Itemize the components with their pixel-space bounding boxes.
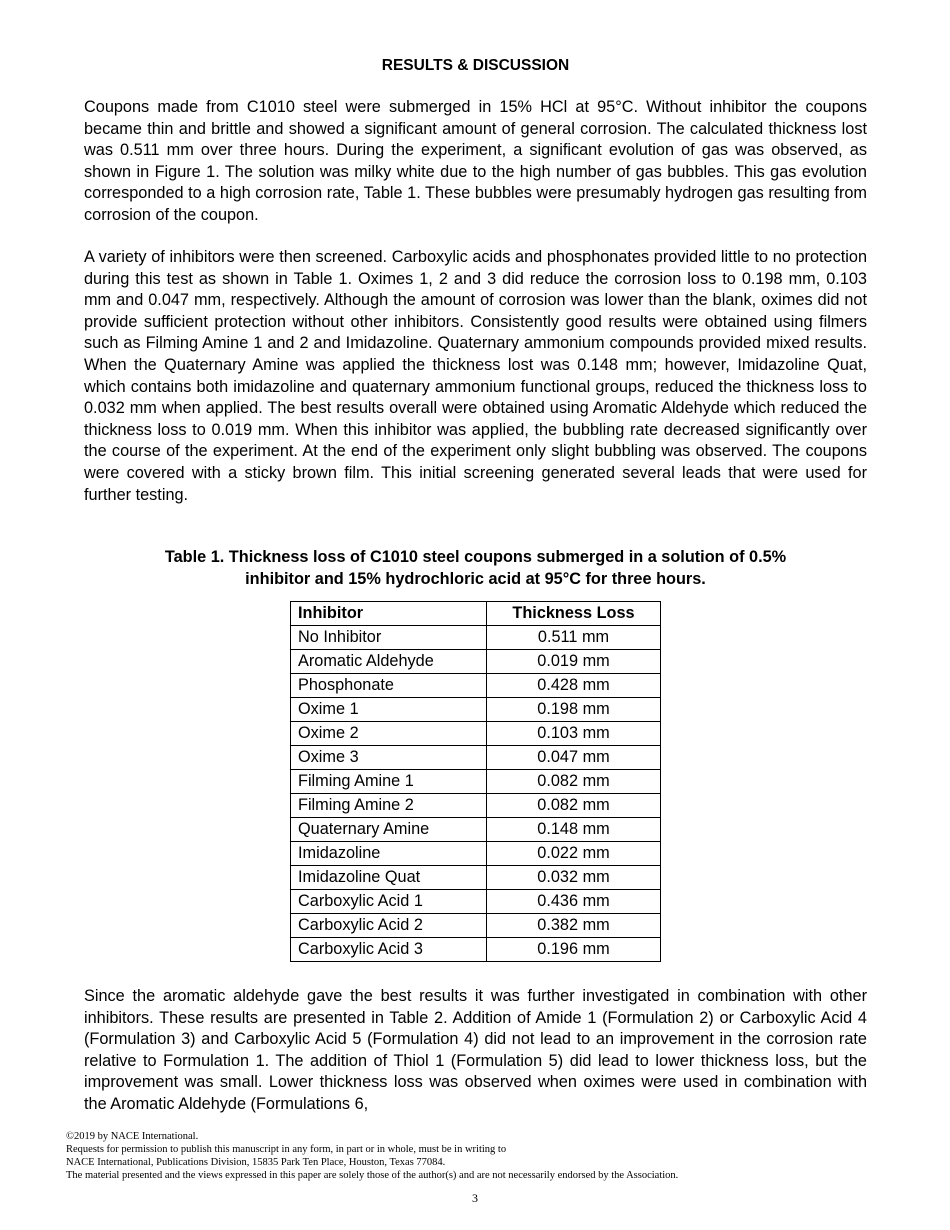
cell-inhibitor: No Inhibitor <box>291 626 487 650</box>
cell-inhibitor: Oxime 2 <box>291 722 487 746</box>
page-number: 3 <box>472 1191 478 1205</box>
cell-thickness-loss: 0.082 mm <box>487 794 661 818</box>
table-body <box>291 626 661 962</box>
table-row <box>291 746 661 770</box>
cell-inhibitor: Imidazoline <box>291 842 487 866</box>
footer-line-4: The material presented and the views expressed in this paper are solely those of the author(s) and are not necessarily endorsed by the Association. <box>66 1170 679 1181</box>
cell-inhibitor: Filming Amine 1 <box>291 770 487 794</box>
header-thickness-loss: Thickness Loss <box>487 602 661 626</box>
cell-thickness-loss: 0.196 mm <box>487 938 661 962</box>
cell-thickness-loss: 0.428 mm <box>487 674 661 698</box>
table-row <box>291 626 661 650</box>
table-row <box>291 698 661 722</box>
paragraph-2: A variety of inhibitors were then screened. Carboxylic acids and phosphonates provided little to no protection during this test as shown in Table 1. Oximes 1, 2 and 3 did reduce the corrosion loss to 0.198 mm, 0.103 mm and 0.047 mm, respectively. Although the amount of corrosion was lower than the blank, oximes did not provide sufficient protection without other inhibitors. Consistently good results were obtained using filmers such as Filming Amine 1 and 2 and Imidazoline. Quaternary ammonium compounds provided mixed results. When the Quaternary Amine was applied the thickness lost was 0.148 mm; however, Imidazoline Quat, which contains both imidazoline and quaternary ammonium functional groups, reduced the thickness loss to 0.032 mm when applied. The best results overall were obtained using Aromatic Aldehyde which reduced the thickness loss to 0.019 mm. When this inhibitor was applied, the bubbling rate decreased significantly over the course of the experiment. At the end of the experiment only slight bubbling was observed. The coupons were covered with a sticky brown film. This initial screening generated several leads that were used for further testing. <box>84 248 867 504</box>
cell-inhibitor: Oxime 3 <box>291 746 487 770</box>
footer-line-2: Requests for permission to publish this manuscript in any form, in part or in whole, must be in writing to <box>66 1144 507 1155</box>
paragraph-1: Coupons made from C1010 steel were submerged in 15% HCl at 95°C. Without inhibitor the coupons became thin and brittle and showed a significant amount of general corrosion. The calculated thickness lost was 0.511 mm over three hours. During the experiment, a significant evolution of gas was observed, as shown in Figure 1. The solution was milky white due to the high number of gas bubbles. This gas evolution corresponded to a high corrosion rate, Table 1. These bubbles were presumably hydrogen gas resulting from corrosion of the coupon. <box>84 98 867 224</box>
cell-thickness-loss: 0.436 mm <box>487 890 661 914</box>
cell-thickness-loss: 0.511 mm <box>487 626 661 650</box>
cell-inhibitor: Carboxylic Acid 3 <box>291 938 487 962</box>
cell-inhibitor: Phosphonate <box>291 674 487 698</box>
cell-thickness-loss: 0.019 mm <box>487 650 661 674</box>
table-row <box>291 938 661 962</box>
cell-inhibitor: Imidazoline Quat <box>291 866 487 890</box>
table-header-row <box>291 602 661 626</box>
footer-line-1: ©2019 by NACE International. <box>66 1131 199 1142</box>
cell-thickness-loss: 0.032 mm <box>487 866 661 890</box>
cell-thickness-loss: 0.382 mm <box>487 914 661 938</box>
table-1-caption-line-1: Table 1. Thickness loss of C1010 steel coupons submerged in a solution of 0.5% <box>164 548 787 566</box>
cell-thickness-loss: 0.082 mm <box>487 770 661 794</box>
cell-inhibitor: Carboxylic Acid 2 <box>291 914 487 938</box>
table-row <box>291 794 661 818</box>
table-row <box>291 818 661 842</box>
table-row <box>291 842 661 866</box>
table-1 <box>290 601 661 962</box>
section-heading: RESULTS & DISCUSSION <box>381 57 570 74</box>
cell-inhibitor: Carboxylic Acid 1 <box>291 890 487 914</box>
table-1-caption-line-2: inhibitor and 15% hydrochloric acid at 95°C for three hours. <box>245 569 706 588</box>
footer-line-3: NACE International, Publications Division, 15835 Park Ten Place, Houston, Texas 77084. <box>66 1157 446 1168</box>
table-row <box>291 650 661 674</box>
cell-inhibitor: Filming Amine 2 <box>291 794 487 818</box>
cell-thickness-loss: 0.148 mm <box>487 818 661 842</box>
cell-thickness-loss: 0.022 mm <box>487 842 661 866</box>
table-row <box>291 674 661 698</box>
paragraph-3: Since the aromatic aldehyde gave the best results it was further investigated in combination with other inhibitors. These results are presented in Table 2. Addition of Amide 1 (Formulation 2) or Carboxylic Acid 4 (Formulation 3) and Carboxylic Acid 5 (Formulation 4) did not lead to an improvement in the corrosion rate relative to Formulation 1. The addition of Thiol 1 (Formulation 5) did lead to lower thickness loss, but the improvement was small. Lower thickness loss was observed when oximes were used in combination with the Aromatic Aldehyde (Formulations 6, <box>84 987 867 1113</box>
table-1-caption <box>84 547 867 590</box>
cell-thickness-loss: 0.103 mm <box>487 722 661 746</box>
cell-inhibitor: Quaternary Amine <box>291 818 487 842</box>
table-row <box>291 866 661 890</box>
cell-inhibitor: Aromatic Aldehyde <box>291 650 487 674</box>
table-row <box>291 914 661 938</box>
table-row <box>291 770 661 794</box>
table-row <box>291 890 661 914</box>
cell-inhibitor: Oxime 1 <box>291 698 487 722</box>
header-inhibitor: Inhibitor <box>291 602 487 626</box>
cell-thickness-loss: 0.198 mm <box>487 698 661 722</box>
table-row <box>291 722 661 746</box>
cell-thickness-loss: 0.047 mm <box>487 746 661 770</box>
copyright-footer <box>66 1130 826 1182</box>
